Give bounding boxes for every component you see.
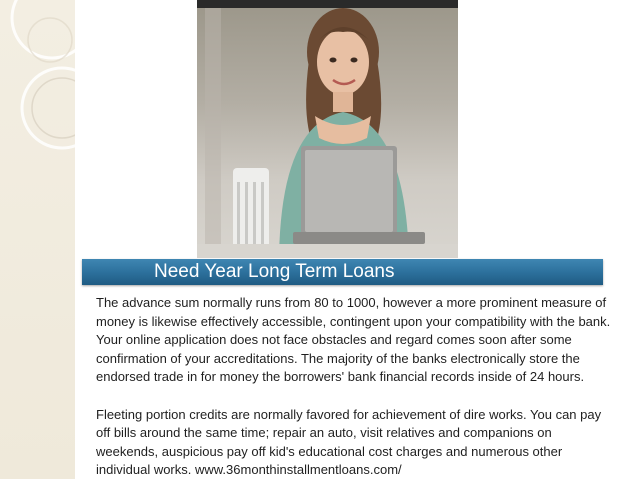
decorative-side-strip (0, 0, 75, 479)
woman-with-laptop-photo (197, 0, 458, 258)
body-paragraph-2: Fleeting portion credits are normally favored for achievement of dire works. You can pay off bills around the same time; repair an auto, visit relatives and companions on weekends, auspicious pay off kid's educational cost charges and numerous other individual works. www.36monthinstallmentloans.com/ (96, 406, 602, 478)
slide-title: Need Year Long Term Loans (154, 261, 395, 282)
decorative-circles-icon (0, 0, 75, 479)
body-paragraph-1: The advance sum normally runs from 80 to 1000, however a more prominent measure of money is likewise effectively accessible, contingent upon your compatibility with the bank. Your online application does not face obstacles and regard comes soon after some confirmation of your accreditations. The majority of the banks electronically store the endorsed trade in for money the borrowers' bank financial records inside of 24 hours. (96, 295, 611, 385)
slide-body (96, 294, 616, 479)
